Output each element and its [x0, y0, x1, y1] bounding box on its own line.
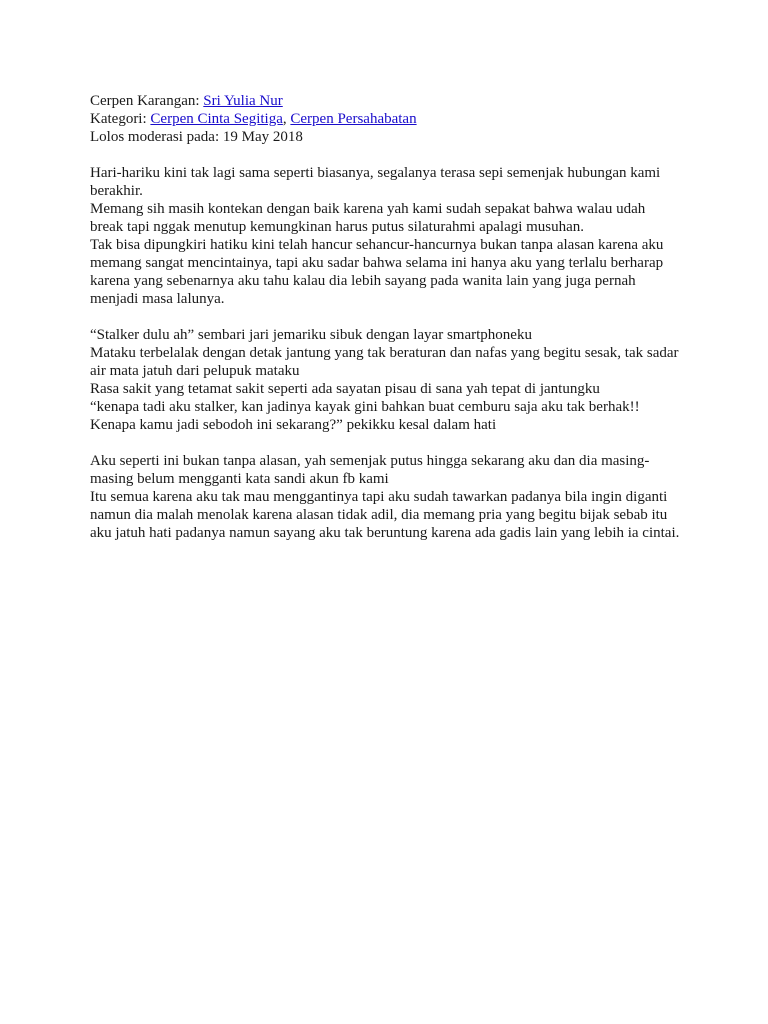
spacer: [90, 434, 680, 452]
story-paragraph: Itu semua karena aku tak mau menggantinya tapi aku sudah tawarkan padanya bila ingin diganti namun dia malah menolak karena alasan tidak adil, dia memang pria yang begitu bijak sebab itu aku jatuh hati padanya namun sayang aku tak beruntung karena ada gadis lain yang lebih ia cintai.: [90, 489, 680, 541]
story-page: [90, 92, 680, 542]
story-paragraph: “kenapa tadi aku stalker, kan jadinya kayak gini bahkan buat cemburu saja aku tak berhak!! Kenapa kamu jadi sebodoh ini sekarang?” pekikku kesal dalam hati: [90, 399, 640, 433]
moderation-date: Lolos moderasi pada: 19 May 2018: [90, 129, 303, 145]
story-paragraph: Aku seperti ini bukan tanpa alasan, yah semenjak putus hingga sekarang aku dan dia masing-masing belum mengganti kata sandi akun fb kami: [90, 453, 650, 487]
story-paragraph: Rasa sakit yang tetamat sakit seperti ada sayatan pisau di sana yah tepat di jantungku: [90, 381, 600, 397]
author-link[interactable]: Sri Yulia Nur: [203, 93, 283, 109]
category-link-cinta-segitiga[interactable]: Cerpen Cinta Segitiga: [150, 111, 283, 127]
category-separator: ,: [282, 111, 291, 127]
author-label: Cerpen Karangan:: [90, 93, 204, 109]
story-paragraph: “Stalker dulu ah” sembari jari jemariku sibuk dengan layar smartphoneku: [90, 327, 532, 343]
story-paragraph: Memang sih masih kontekan dengan baik karena yah kami sudah sepakat bahwa walau udah break tapi nggak menutup kemungkinan harus putus silaturahmi apalagi musuhan.: [90, 201, 646, 235]
author-line: [90, 92, 680, 110]
story-paragraph: Mataku terbelalak dengan detak jantung yang tak beraturan dan nafas yang begitu sesak, tak sadar air mata jatuh dari pelupuk mataku: [90, 345, 679, 379]
spacer: [90, 146, 680, 164]
spacer: [90, 308, 680, 326]
story-paragraph: Hari-hariku kini tak lagi sama seperti biasanya, segalanya terasa sepi semenjak hubungan kami berakhir.: [90, 165, 661, 199]
category-label: Kategori:: [90, 111, 151, 127]
category-line: [90, 110, 680, 128]
category-link-persahabatan[interactable]: Cerpen Persahabatan: [290, 111, 417, 127]
story-paragraph: Tak bisa dipungkiri hatiku kini telah hancur sehancur-hancurnya bukan tanpa alasan karena aku memang sangat mencintainya, tapi aku sadar bahwa selama ini hanya aku yang terlalu berharap karena yang sebenarnya aku tahu kalau dia lebih sayang pada wanita lain yang juga pernah menjadi masa lalunya.: [90, 237, 664, 307]
